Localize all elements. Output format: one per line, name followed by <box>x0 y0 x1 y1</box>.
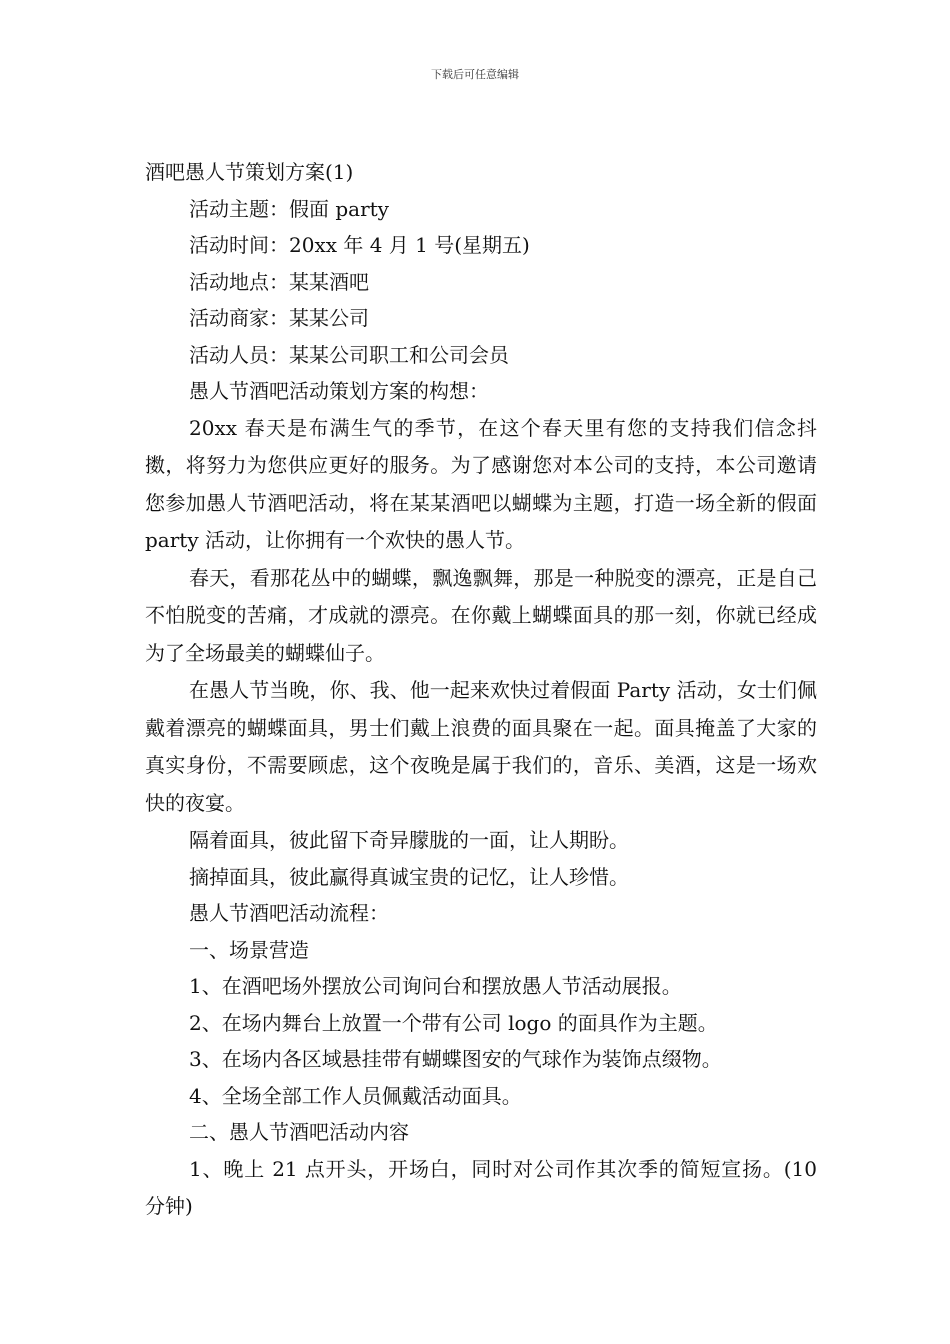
activity-people: 活动人员：某某公司职工和公司会员 <box>189 342 509 367</box>
page-header-note: 下载后可任意编辑 <box>431 68 519 81</box>
list-item: 2、在场内舞台上放置一个带有公司 logo 的面具作为主题。 <box>189 1010 718 1035</box>
concept-heading: 愚人节酒吧活动策划方案的构想： <box>189 379 489 403</box>
section-activity-content: 二、愚人节酒吧活动内容 <box>189 1120 409 1144</box>
list-item: 1、晚上 21 点开头，开场白，同时对公司作其次季的简短宣扬。(10 分钟) <box>145 1156 817 1218</box>
paragraph-party: 在愚人节当晚，你、我、他一起来欢快过着假面 Party 活动，女士们佩戴着漂亮的蝴蝶面具，男士们戴上浪费的面具聚在一起。面具掩盖了大家的真实身份，不需要顾虑，这个夜晚是属于我们的，音乐、美酒，这是一场欢快的夜宴。 <box>145 678 817 815</box>
document-body <box>145 154 817 1226</box>
activity-time: 活动时间：20xx 年 4 月 1 号(星期五) <box>189 233 530 257</box>
document-title: 酒吧愚人节策划方案(1) <box>145 160 354 184</box>
flow-heading: 愚人节酒吧活动流程： <box>189 901 389 925</box>
paragraph-intro: 20xx 春天是布满生气的季节，在这个春天里有您的支持我们信念抖擞，将努力为您供应更好的服务。为了感谢您对本公司的支持，本公司邀请您参加愚人节酒吧活动，将在某某酒吧以蝴蝶为主题，打造一场全新的假面 party 活动，让你拥有一个欢快的愚人节。 <box>145 415 817 552</box>
paragraph-mask-on: 隔着面具，彼此留下奇异朦胧的一面，让人期盼。 <box>189 828 629 852</box>
activity-theme: 活动主题：假面 party <box>189 196 389 221</box>
paragraph-spring: 春天，看那花丛中的蝴蝶，飘逸飘舞，那是一种脱变的漂亮，正是自己不怕脱变的苦痛，才成就的漂亮。在你戴上蝴蝶面具的那一刻，你就已经成为了全场最美的蝴蝶仙子。 <box>145 565 817 665</box>
list-item: 1、在酒吧场外摆放公司询问台和摆放愚人节活动展报。 <box>189 974 682 998</box>
list-item: 4、全场全部工作人员佩戴活动面具。 <box>189 1083 522 1108</box>
activity-place: 活动地点：某某酒吧 <box>189 269 369 294</box>
activity-merchant: 活动商家：某某公司 <box>189 306 369 330</box>
section-scene-setup: 一、场景营造 <box>189 937 309 962</box>
paragraph-mask-off: 摘掉面具，彼此赢得真诚宝贵的记忆，让人珍惜。 <box>189 864 629 889</box>
list-item: 3、在场内各区域悬挂带有蝴蝶图安的气球作为装饰点缀物。 <box>189 1047 722 1071</box>
